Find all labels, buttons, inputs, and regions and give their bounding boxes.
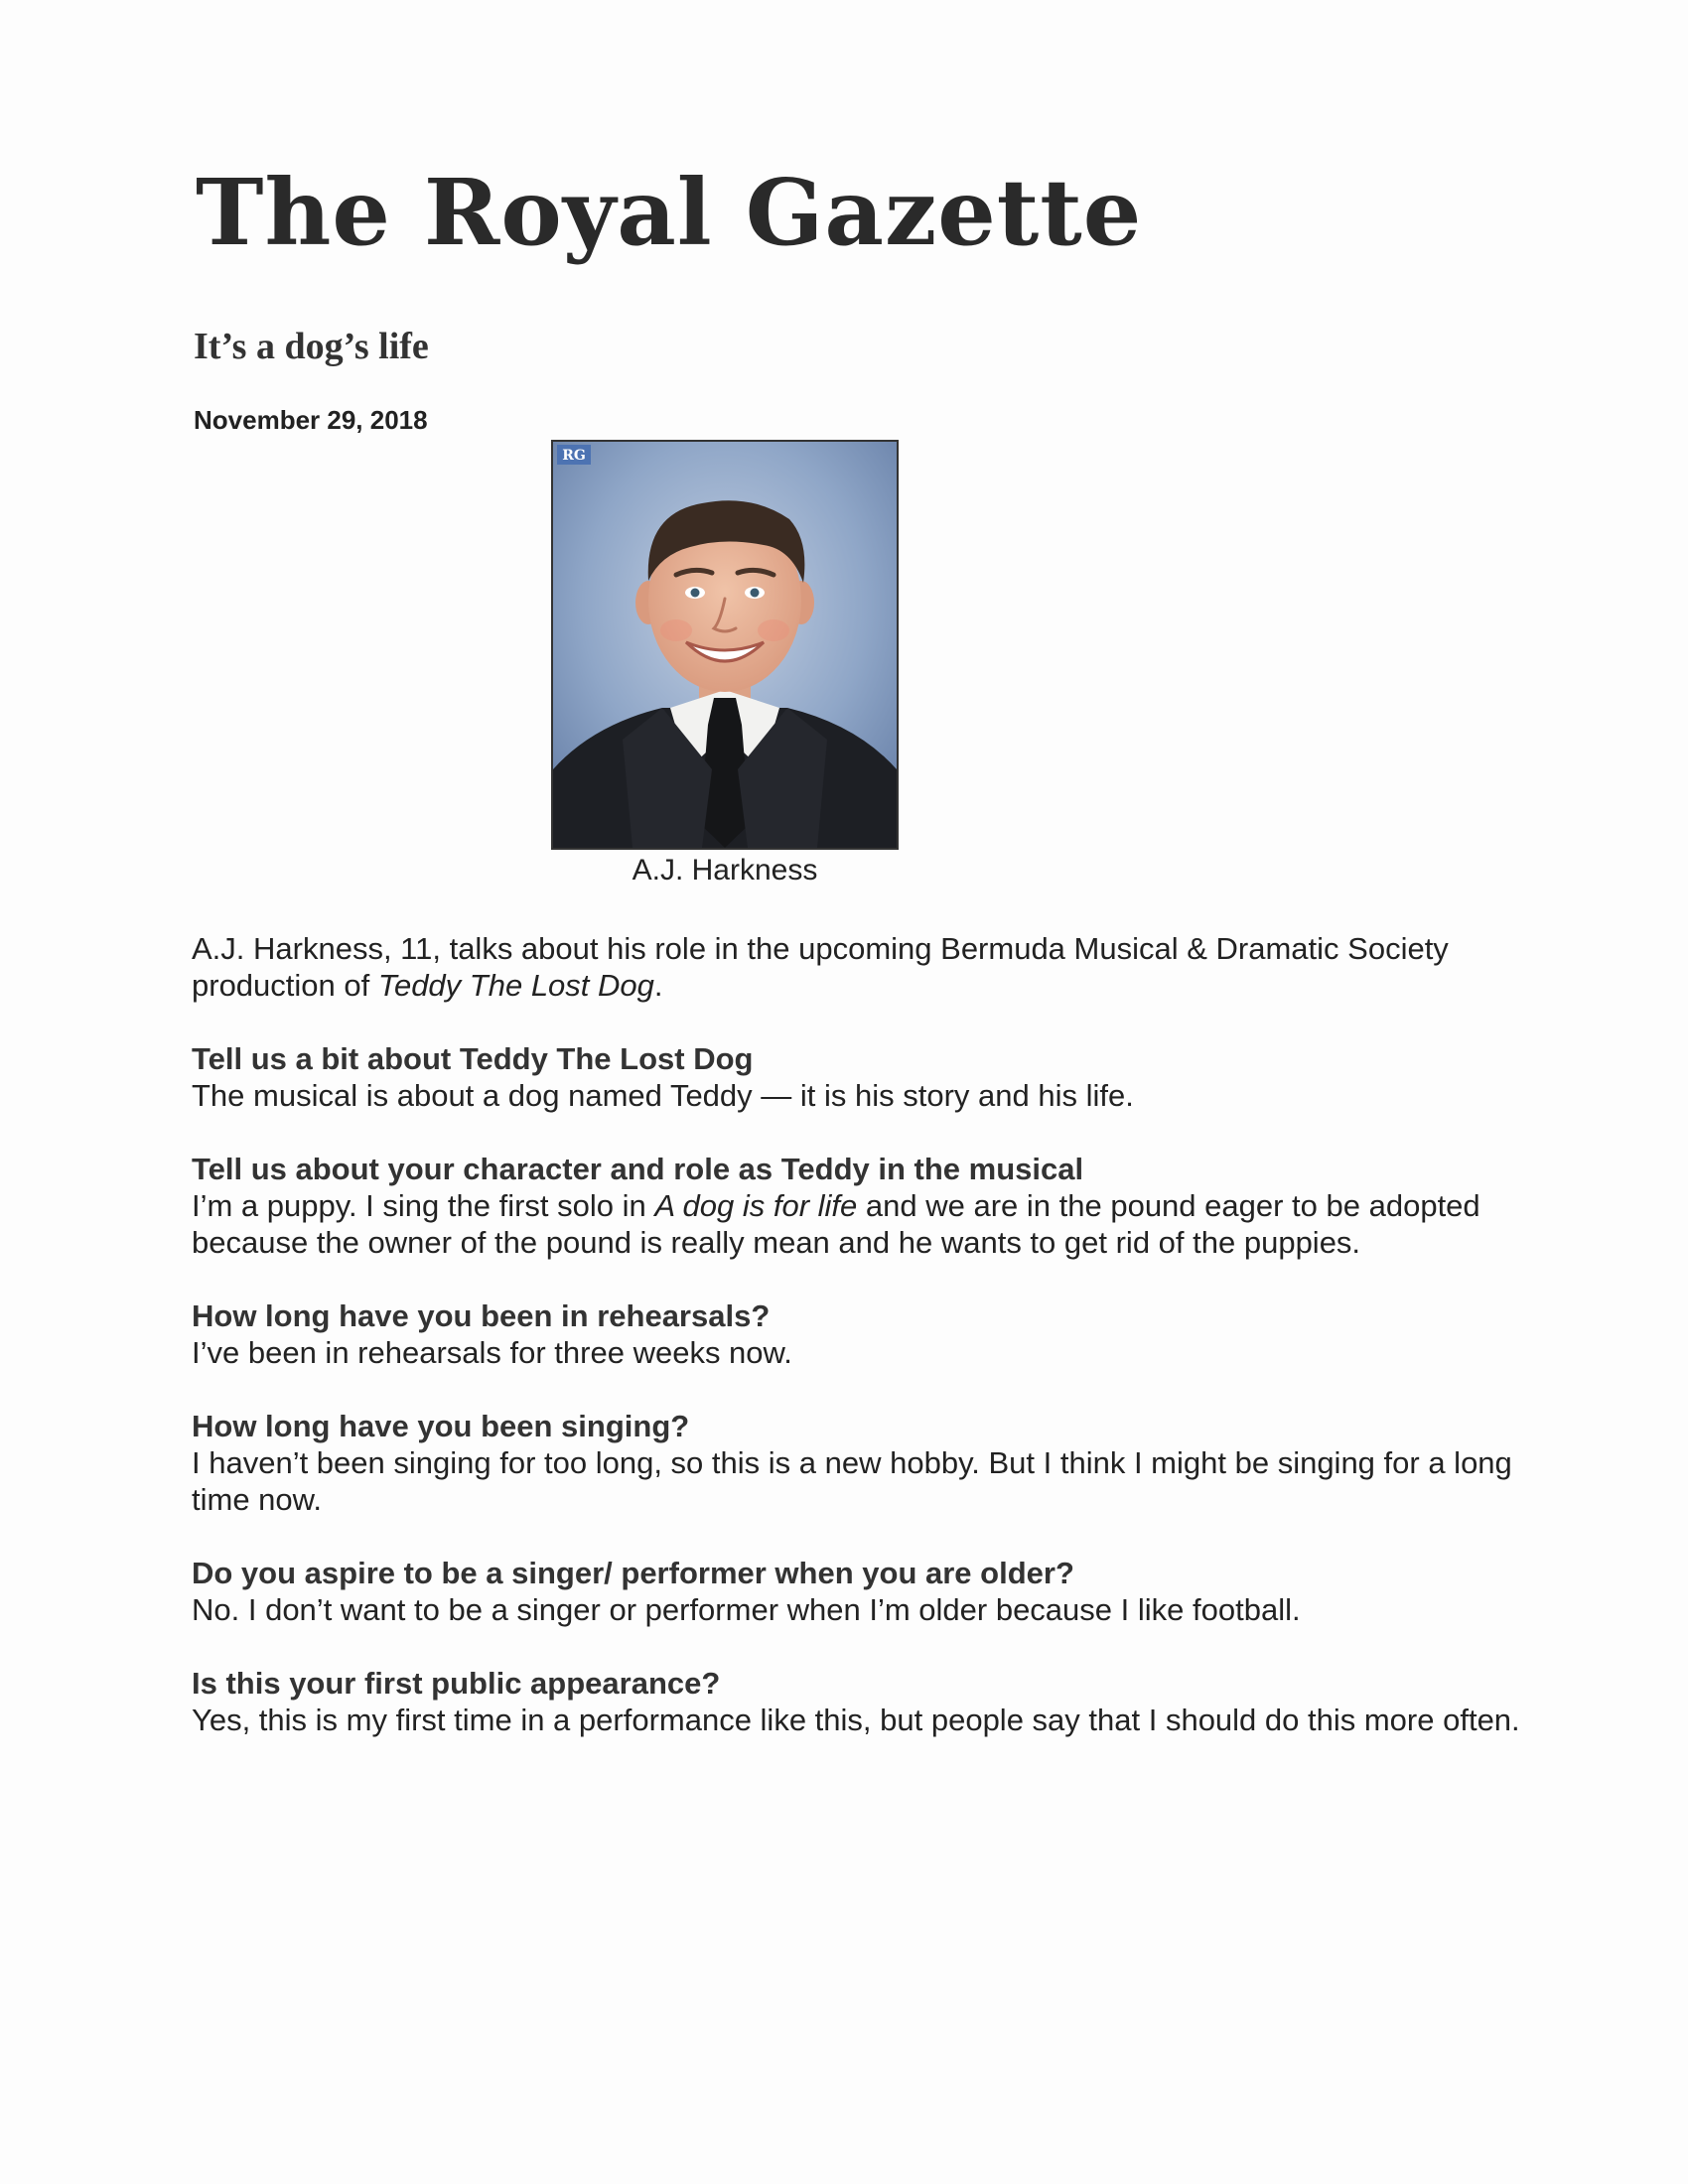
question: Tell us a bit about Teddy The Lost Dog xyxy=(192,1041,754,1076)
qa-item xyxy=(192,1297,1522,1371)
song-title: A dog is for life xyxy=(654,1188,858,1223)
answer: I’ve been in rehearsals for three weeks now. xyxy=(192,1335,792,1370)
answer: I haven’t been singing for too long, so this is a new hobby. But I think I might be singing for a long time now. xyxy=(192,1445,1512,1517)
question: How long have you been in rehearsals? xyxy=(192,1298,771,1333)
qa-item xyxy=(192,1408,1522,1518)
publication-date: November 29, 2018 xyxy=(194,405,428,435)
qa-item xyxy=(192,1040,1522,1114)
answer-text: and we are in the pound eager to be adopted because the owner of the pound is really mean and he wants to get rid of the puppies. xyxy=(192,1188,1480,1260)
masthead: The Royal Gazette xyxy=(196,159,1143,266)
qa-item xyxy=(192,1555,1522,1628)
answer: The musical is about a dog named Teddy — it is his story and his life. xyxy=(192,1078,1134,1113)
qa-item xyxy=(192,1665,1522,1738)
question: Tell us about your character and role as Teddy in the musical xyxy=(192,1152,1084,1186)
portrait-photo xyxy=(551,440,899,850)
intro-end: . xyxy=(653,968,663,1003)
question: Do you aspire to be a singer/ performer when you are older? xyxy=(192,1556,1074,1590)
photo-caption: A.J. Harkness xyxy=(632,854,818,887)
left-cheek xyxy=(660,619,692,641)
left-iris xyxy=(691,589,700,598)
portrait-illustration xyxy=(553,442,897,848)
answer-text: I’m a puppy. I sing the first solo in xyxy=(192,1188,655,1223)
answer xyxy=(192,1187,1522,1261)
production-title: Teddy The Lost Dog xyxy=(377,968,654,1003)
answer: No. I don’t want to be a singer or performer when I’m older because I like football. xyxy=(192,1592,1301,1627)
right-iris xyxy=(751,589,760,598)
watermark-text: RG xyxy=(562,448,586,464)
right-cheek xyxy=(758,619,789,641)
headline: It’s a dog’s life xyxy=(194,326,429,367)
question: Is this your first public appearance? xyxy=(192,1666,721,1701)
intro-text: A.J. Harkness, 11, talks about his role in the upcoming Bermuda Musical & Dramatic Society production of xyxy=(192,931,1449,1003)
intro-paragraph xyxy=(192,930,1522,1004)
qa-item xyxy=(192,1151,1522,1261)
article-body xyxy=(192,930,1522,1775)
answer: Yes, this is my first time in a performance like this, but people say that I should do this more often. xyxy=(192,1703,1520,1737)
question: How long have you been singing? xyxy=(192,1409,690,1443)
